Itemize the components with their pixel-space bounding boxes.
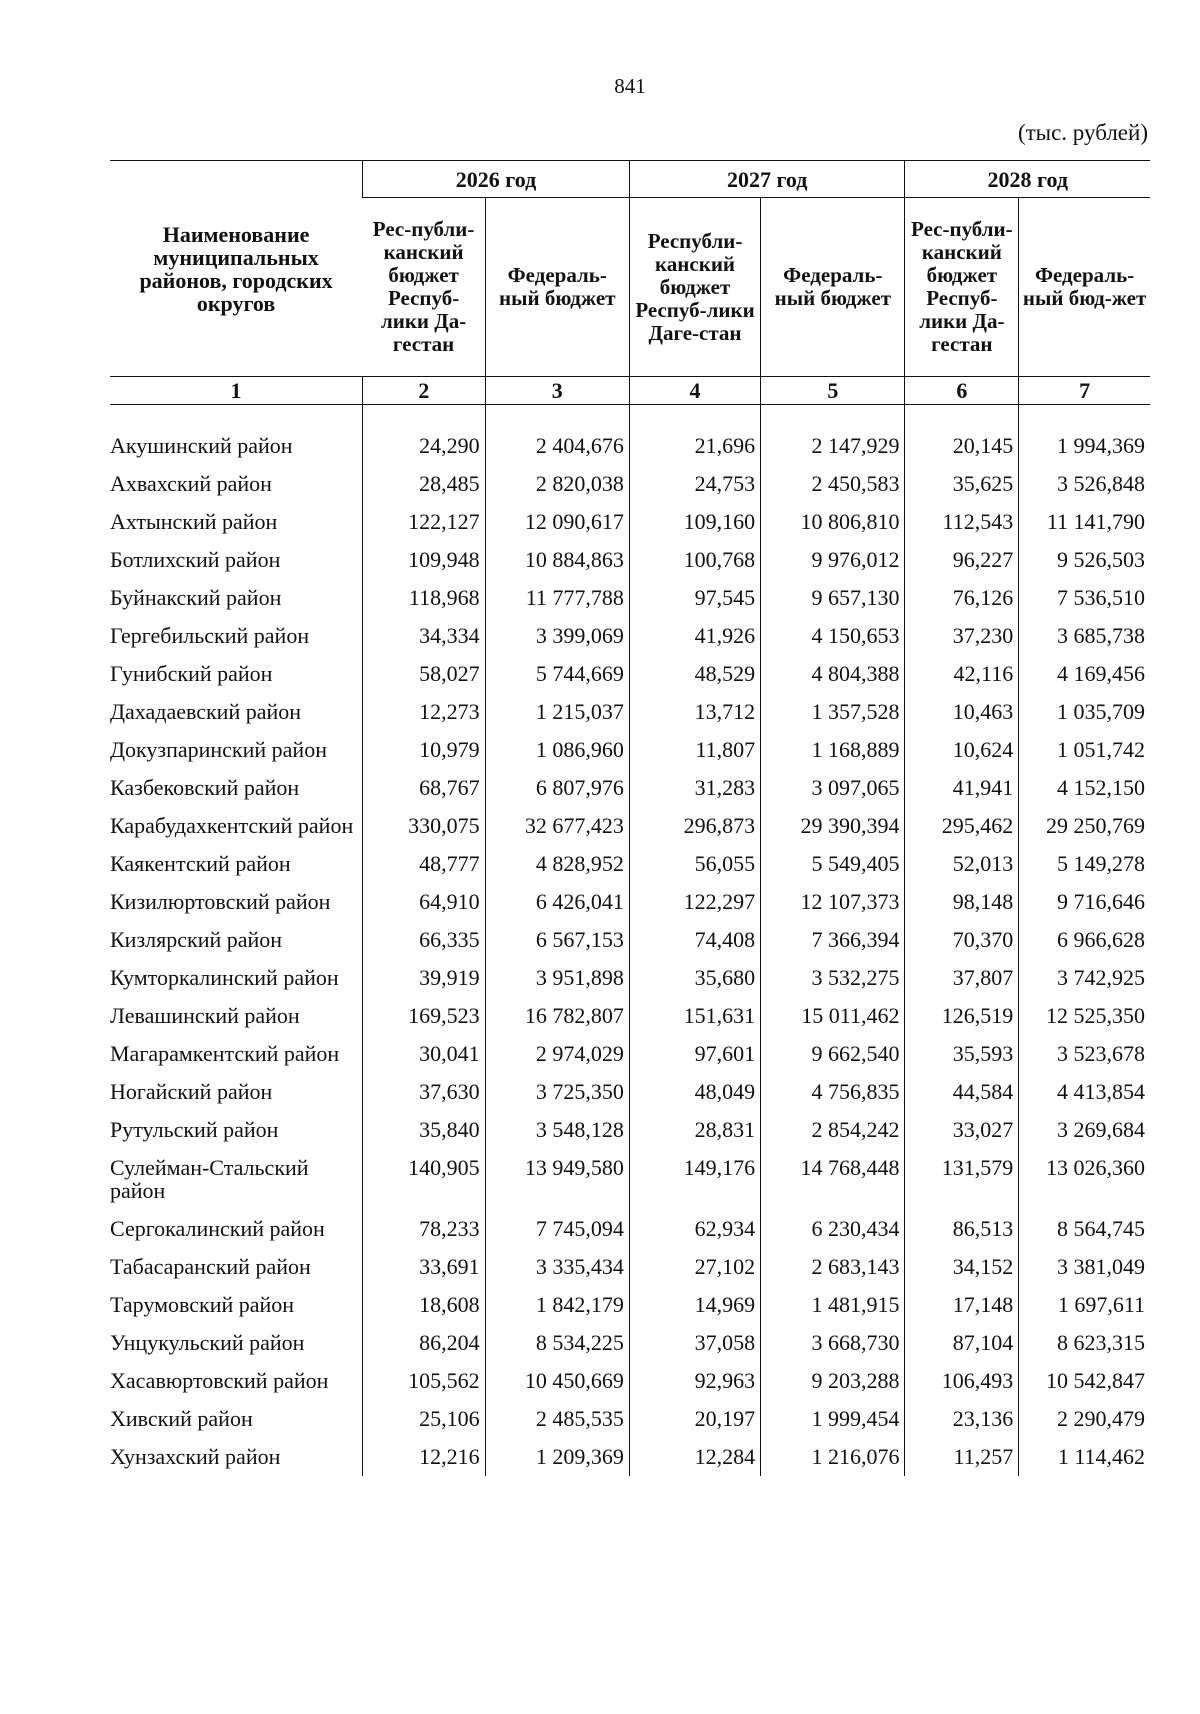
table-row [110,1210,1150,1248]
rep-budget-2028: 42,116 [905,655,1019,693]
district-name: Ботлихский район [110,547,281,572]
table-row [110,1286,1150,1324]
district-name: Рутульский район [110,1117,279,1142]
rep-budget-2028: 11,257 [905,1438,1019,1476]
table-row [110,921,1150,959]
rep-budget-2028: 126,519 [905,997,1019,1035]
rep-budget-2026: 39,919 [363,959,485,997]
header-federal-budget-2027: Федераль-ный бюджет [761,198,905,377]
rep-budget-2026: 24,290 [363,427,485,465]
rep-budget-2026: 330,075 [363,807,485,845]
rep-budget-2026: 64,910 [363,883,485,921]
table-row [110,1400,1150,1438]
fed-budget-2026: 3 725,350 [485,1073,629,1111]
table-row [110,845,1150,883]
fed-budget-2028: 3 381,049 [1019,1248,1150,1286]
fed-budget-2028: 1 051,742 [1019,731,1150,769]
fed-budget-2027: 4 804,388 [761,655,905,693]
rep-budget-2027: 109,160 [629,503,760,541]
rep-budget-2028: 23,136 [905,1400,1019,1438]
rep-budget-2028: 44,584 [905,1073,1019,1111]
district-name: Сергокалинский район [110,1216,325,1241]
column-number: 2 [363,377,485,405]
rep-budget-2027: 97,545 [629,579,760,617]
fed-budget-2028: 8 623,315 [1019,1324,1150,1362]
column-number: 3 [485,377,629,405]
fed-budget-2027: 1 168,889 [761,731,905,769]
fed-budget-2026: 2 974,029 [485,1035,629,1073]
fed-budget-2028: 13 026,360 [1019,1149,1150,1210]
rep-budget-2028: 98,148 [905,883,1019,921]
rep-budget-2026: 48,777 [363,845,485,883]
rep-budget-2026: 58,027 [363,655,485,693]
fed-budget-2026: 11 777,788 [485,579,629,617]
rep-budget-2028: 87,104 [905,1324,1019,1362]
column-number: 6 [905,377,1019,405]
fed-budget-2027: 3 668,730 [761,1324,905,1362]
district-name: Левашинский район [110,1003,300,1028]
column-number: 4 [629,377,760,405]
fed-budget-2026: 16 782,807 [485,997,629,1035]
rep-budget-2026: 10,979 [363,731,485,769]
rep-budget-2026: 30,041 [363,1035,485,1073]
fed-budget-2026: 6 807,976 [485,769,629,807]
rep-budget-2026: 68,767 [363,769,485,807]
rep-budget-2026: 12,273 [363,693,485,731]
rep-budget-2026: 118,968 [363,579,485,617]
rep-budget-2026: 37,630 [363,1073,485,1111]
header-year-2026: 2026 год [363,161,630,198]
rep-budget-2027: 21,696 [629,427,760,465]
table-row [110,807,1150,845]
rep-budget-2028: 37,230 [905,617,1019,655]
fed-budget-2028: 1 035,709 [1019,693,1150,731]
header-republican-budget-2028: Рес-публи-канский бюджет Респуб-лики Да-гестан [905,198,1019,377]
rep-budget-2028: 17,148 [905,1286,1019,1324]
rep-budget-2027: 12,284 [629,1438,760,1476]
fed-budget-2027: 1 481,915 [761,1286,905,1324]
rep-budget-2026: 28,485 [363,465,485,503]
rep-budget-2027: 37,058 [629,1324,760,1362]
rep-budget-2027: 20,197 [629,1400,760,1438]
fed-budget-2027: 12 107,373 [761,883,905,921]
column-number: 1 [110,377,363,405]
rep-budget-2028: 37,807 [905,959,1019,997]
district-name: Кумторкалинский район [110,965,339,990]
rep-budget-2027: 296,873 [629,807,760,845]
column-number: 5 [761,377,905,405]
district-name: Табасаранский район [110,1254,311,1279]
district-name: Докузпаринский район [110,737,327,762]
fed-budget-2028: 2 290,479 [1019,1400,1150,1438]
fed-budget-2028: 1 697,611 [1019,1286,1150,1324]
rep-budget-2028: 33,027 [905,1111,1019,1149]
fed-budget-2026: 7 745,094 [485,1210,629,1248]
fed-budget-2027: 10 806,810 [761,503,905,541]
fed-budget-2028: 1 114,462 [1019,1438,1150,1476]
rep-budget-2026: 105,562 [363,1362,485,1400]
fed-budget-2027: 5 549,405 [761,845,905,883]
district-name: Кизилюртовский район [110,889,331,914]
rep-budget-2028: 10,463 [905,693,1019,731]
rep-budget-2028: 131,579 [905,1149,1019,1210]
table-row [110,1324,1150,1362]
table-row [110,1248,1150,1286]
fed-budget-2027: 1 999,454 [761,1400,905,1438]
fed-budget-2026: 10 884,863 [485,541,629,579]
fed-budget-2026: 2 485,535 [485,1400,629,1438]
fed-budget-2026: 2 404,676 [485,427,629,465]
district-name: Тарумовский район [110,1292,295,1317]
rep-budget-2028: 35,593 [905,1035,1019,1073]
table-row [110,655,1150,693]
fed-budget-2028: 4 152,150 [1019,769,1150,807]
rep-budget-2026: 35,840 [363,1111,485,1149]
district-name: Ахвахский район [110,471,272,496]
header-year-2028: 2028 год [905,161,1150,198]
rep-budget-2027: 149,176 [629,1149,760,1210]
fed-budget-2027: 3 532,275 [761,959,905,997]
fed-budget-2026: 3 951,898 [485,959,629,997]
header-federal-budget-2028: Федераль-ный бюд-жет [1019,198,1150,377]
fed-budget-2028: 3 269,684 [1019,1111,1150,1149]
district-name: Кизлярский район [110,927,283,952]
district-name: Ахтынский район [110,509,278,534]
fed-budget-2027: 9 657,130 [761,579,905,617]
district-name: Каякентский район [110,851,291,876]
fed-budget-2028: 7 536,510 [1019,579,1150,617]
table-row [110,1149,1150,1210]
table-row [110,541,1150,579]
rep-budget-2026: 78,233 [363,1210,485,1248]
rep-budget-2026: 33,691 [363,1248,485,1286]
fed-budget-2028: 3 742,925 [1019,959,1150,997]
rep-budget-2027: 62,934 [629,1210,760,1248]
fed-budget-2028: 3 526,848 [1019,465,1150,503]
rep-budget-2028: 20,145 [905,427,1019,465]
rep-budget-2027: 27,102 [629,1248,760,1286]
table-row [110,617,1150,655]
fed-budget-2027: 9 662,540 [761,1035,905,1073]
fed-budget-2026: 4 828,952 [485,845,629,883]
fed-budget-2026: 6 567,153 [485,921,629,959]
rep-budget-2026: 86,204 [363,1324,485,1362]
table-row [110,503,1150,541]
fed-budget-2028: 12 525,350 [1019,997,1150,1035]
rep-budget-2027: 56,055 [629,845,760,883]
rep-budget-2027: 100,768 [629,541,760,579]
fed-budget-2028: 4 413,854 [1019,1073,1150,1111]
table-row [110,1035,1150,1073]
fed-budget-2026: 3 335,434 [485,1248,629,1286]
fed-budget-2026: 6 426,041 [485,883,629,921]
district-name: Хасавюртовский район [110,1368,329,1393]
rep-budget-2028: 295,462 [905,807,1019,845]
fed-budget-2026: 10 450,669 [485,1362,629,1400]
fed-budget-2027: 9 203,288 [761,1362,905,1400]
rep-budget-2027: 24,753 [629,465,760,503]
fed-budget-2027: 2 854,242 [761,1111,905,1149]
district-name: Казбековский район [110,775,300,800]
header-republican-budget-2027: Республи-канский бюджет Респуб-лики Даге-стан [629,198,760,377]
fed-budget-2028: 4 169,456 [1019,655,1150,693]
rep-budget-2027: 48,049 [629,1073,760,1111]
rep-budget-2026: 109,948 [363,541,485,579]
rep-budget-2027: 74,408 [629,921,760,959]
rep-budget-2026: 34,334 [363,617,485,655]
fed-budget-2027: 2 450,583 [761,465,905,503]
district-name: Хивский район [110,1406,253,1431]
fed-budget-2026: 1 209,369 [485,1438,629,1476]
rep-budget-2027: 35,680 [629,959,760,997]
fed-budget-2028: 1 994,369 [1019,427,1150,465]
fed-budget-2026: 2 820,038 [485,465,629,503]
rep-budget-2026: 140,905 [363,1149,485,1210]
table-row [110,693,1150,731]
table-row [110,997,1150,1035]
fed-budget-2027: 1 216,076 [761,1438,905,1476]
district-name: Ногайский район [110,1079,273,1104]
fed-budget-2026: 3 399,069 [485,617,629,655]
fed-budget-2027: 3 097,065 [761,769,905,807]
rep-budget-2027: 28,831 [629,1111,760,1149]
header-year-2027: 2027 год [629,161,905,198]
fed-budget-2028: 29 250,769 [1019,807,1150,845]
fed-budget-2028: 10 542,847 [1019,1362,1150,1400]
rep-budget-2026: 18,608 [363,1286,485,1324]
district-name: Акушинский район [110,433,293,458]
district-name: Сулейман-Стальский район [110,1155,309,1203]
rep-budget-2026: 25,106 [363,1400,485,1438]
rep-budget-2028: 96,227 [905,541,1019,579]
fed-budget-2026: 32 677,423 [485,807,629,845]
district-name: Гунибский район [110,661,273,686]
rep-budget-2028: 70,370 [905,921,1019,959]
fed-budget-2028: 11 141,790 [1019,503,1150,541]
fed-budget-2026: 13 949,580 [485,1149,629,1210]
rep-budget-2028: 41,941 [905,769,1019,807]
fed-budget-2027: 2 147,929 [761,427,905,465]
rep-budget-2026: 12,216 [363,1438,485,1476]
district-name: Буйнакский район [110,585,282,610]
fed-budget-2027: 7 366,394 [761,921,905,959]
rep-budget-2026: 66,335 [363,921,485,959]
rep-budget-2027: 31,283 [629,769,760,807]
rep-budget-2026: 122,127 [363,503,485,541]
fed-budget-2028: 9 716,646 [1019,883,1150,921]
district-name: Дахадаевский район [110,699,302,724]
page-number: 841 [614,74,646,98]
fed-budget-2027: 6 230,434 [761,1210,905,1248]
table-row [110,1362,1150,1400]
rep-budget-2026: 169,523 [363,997,485,1035]
fed-budget-2026: 1 842,179 [485,1286,629,1324]
rep-budget-2027: 11,807 [629,731,760,769]
rep-budget-2028: 76,126 [905,579,1019,617]
fed-budget-2026: 1 215,037 [485,693,629,731]
rep-budget-2028: 52,013 [905,845,1019,883]
table-row [110,465,1150,503]
rep-budget-2028: 106,493 [905,1362,1019,1400]
rep-budget-2028: 112,543 [905,503,1019,541]
rep-budget-2027: 13,712 [629,693,760,731]
fed-budget-2026: 3 548,128 [485,1111,629,1149]
fed-budget-2026: 5 744,669 [485,655,629,693]
table-row [110,883,1150,921]
rep-budget-2027: 14,969 [629,1286,760,1324]
budget-table [110,160,1150,1476]
rep-budget-2027: 48,529 [629,655,760,693]
table-row [110,1438,1150,1476]
fed-budget-2028: 8 564,745 [1019,1210,1150,1248]
table-row [110,427,1150,465]
table-row [110,579,1150,617]
district-name: Магарамкентский район [110,1041,340,1066]
column-number: 7 [1019,377,1150,405]
fed-budget-2026: 1 086,960 [485,731,629,769]
table-body [110,405,1150,1477]
table-row [110,959,1150,997]
fed-budget-2027: 29 390,394 [761,807,905,845]
table-row [110,1111,1150,1149]
rep-budget-2027: 92,963 [629,1362,760,1400]
header-federal-budget-2026: Федераль-ный бюджет [485,198,629,377]
district-name: Хунзахский район [110,1444,281,1469]
fed-budget-2028: 3 523,678 [1019,1035,1150,1073]
fed-budget-2027: 14 768,448 [761,1149,905,1210]
fed-budget-2027: 15 011,462 [761,997,905,1035]
fed-budget-2027: 4 150,653 [761,617,905,655]
rep-budget-2027: 97,601 [629,1035,760,1073]
district-name: Унцукульский район [110,1330,305,1355]
fed-budget-2028: 3 685,738 [1019,617,1150,655]
rep-budget-2028: 10,624 [905,731,1019,769]
fed-budget-2027: 2 683,143 [761,1248,905,1286]
table-row [110,769,1150,807]
table-row [110,731,1150,769]
district-name: Гергебильский район [110,623,310,648]
fed-budget-2026: 12 090,617 [485,503,629,541]
rep-budget-2028: 34,152 [905,1248,1019,1286]
units-label: (тыс. рублей) [1017,120,1148,145]
rep-budget-2027: 151,631 [629,997,760,1035]
rep-budget-2027: 41,926 [629,617,760,655]
fed-budget-2028: 9 526,503 [1019,541,1150,579]
table-row [110,1073,1150,1111]
fed-budget-2028: 5 149,278 [1019,845,1150,883]
header-republican-budget-2026: Рес-публи-канский бюджет Респуб-лики Да-гестан [372,217,475,356]
fed-budget-2027: 9 976,012 [761,541,905,579]
fed-budget-2028: 6 966,628 [1019,921,1150,959]
header-name-column: Наименование муниципальных районов, городских округов [110,161,363,377]
rep-budget-2027: 122,297 [629,883,760,921]
rep-budget-2028: 35,625 [905,465,1019,503]
fed-budget-2027: 4 756,835 [761,1073,905,1111]
rep-budget-2028: 86,513 [905,1210,1019,1248]
fed-budget-2026: 8 534,225 [485,1324,629,1362]
fed-budget-2027: 1 357,528 [761,693,905,731]
district-name: Карабудахкентский район [110,813,354,838]
